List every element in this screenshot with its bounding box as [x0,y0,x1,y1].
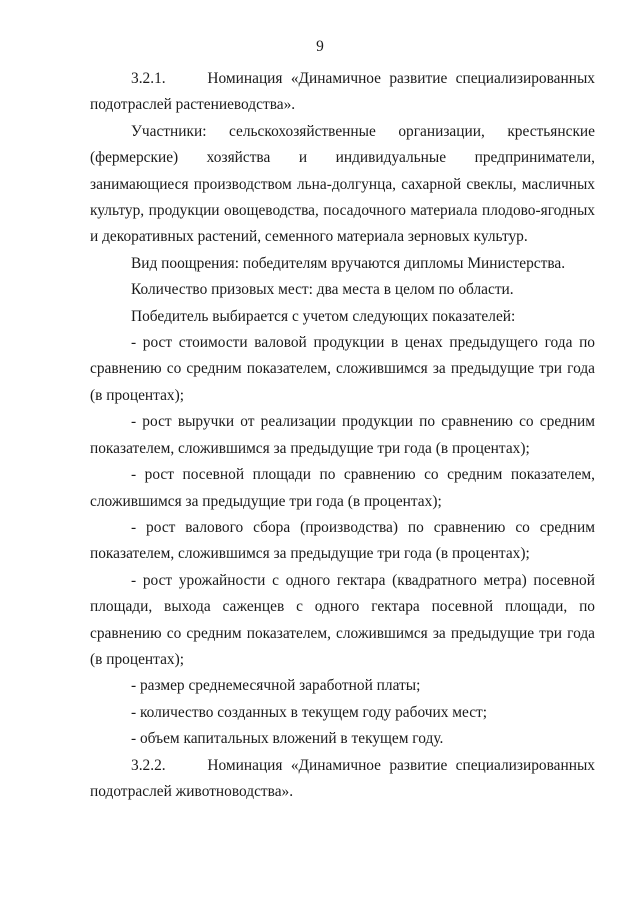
criteria-item-gross-harvest: - рост валового сбора (производства) по сравнению со средним показателем, сложившимся за предыдущие три года (в процентах); [90,518,595,563]
criteria-item-revenue: - рост выручки от реализации продукции по сравнению со средним показателем, сложившимся за предыдущие три года (в процентах); [90,413,595,457]
paragraph-3-2-1-heading: 3.2.1. Номинация «Динамичное развитие специализированных подотраслей растениеводства». [90,70,595,114]
criteria-item-gross-output: - рост стоимости валовой продукции в ценах предыдущего года по сравнению со средним показателем, сложившимся за предыдущие три года (в процентах); [90,334,595,404]
paragraph-award-type: Вид поощрения: победителям вручаются дипломы Министерства. [131,254,566,272]
paragraph-prize-places: Количество призовых мест: два места в целом по области. [131,281,514,299]
document-body [90,66,595,805]
page-number: 9 [316,38,324,55]
paragraph-participants: Участники: сельскохозяйственные организации, крестьянские (фермерские) хозяйства и индивидуальные предприниматели, занимающиеся производством льна-долгунца, сахарной свеклы, масличных культур, продукции овощеводства, посадочного материала плодово-ягодных и декоративных растений, семенного материала зерновых культур. [90,122,595,246]
paragraph-3-2-2-heading: 3.2.2. Номинация «Динамичное развитие специализированных подотраслей животноводства». [90,756,595,800]
criteria-item-sown-area: - рост посевной площади по сравнению со средним показателем, сложившимся за предыдущие три года (в процентах); [90,466,595,510]
criteria-item-investment: - объем капитальных вложений в текущем году. [131,730,444,748]
criteria-item-salary: - размер среднемесячной заработной платы; [131,677,421,695]
criteria-item-yield: - рост урожайности с одного гектара (квадратного метра) посевной площади, выхода саженцев с одного гектара посевной площади, по сравнению со средним показателем, сложившимся за предыдущие три года (в процентах); [90,571,595,668]
criteria-item-jobs: - количество созданных в текущем году рабочих мест; [131,703,488,721]
paragraph-criteria-intro: Победитель выбирается с учетом следующих показателей: [131,307,516,325]
